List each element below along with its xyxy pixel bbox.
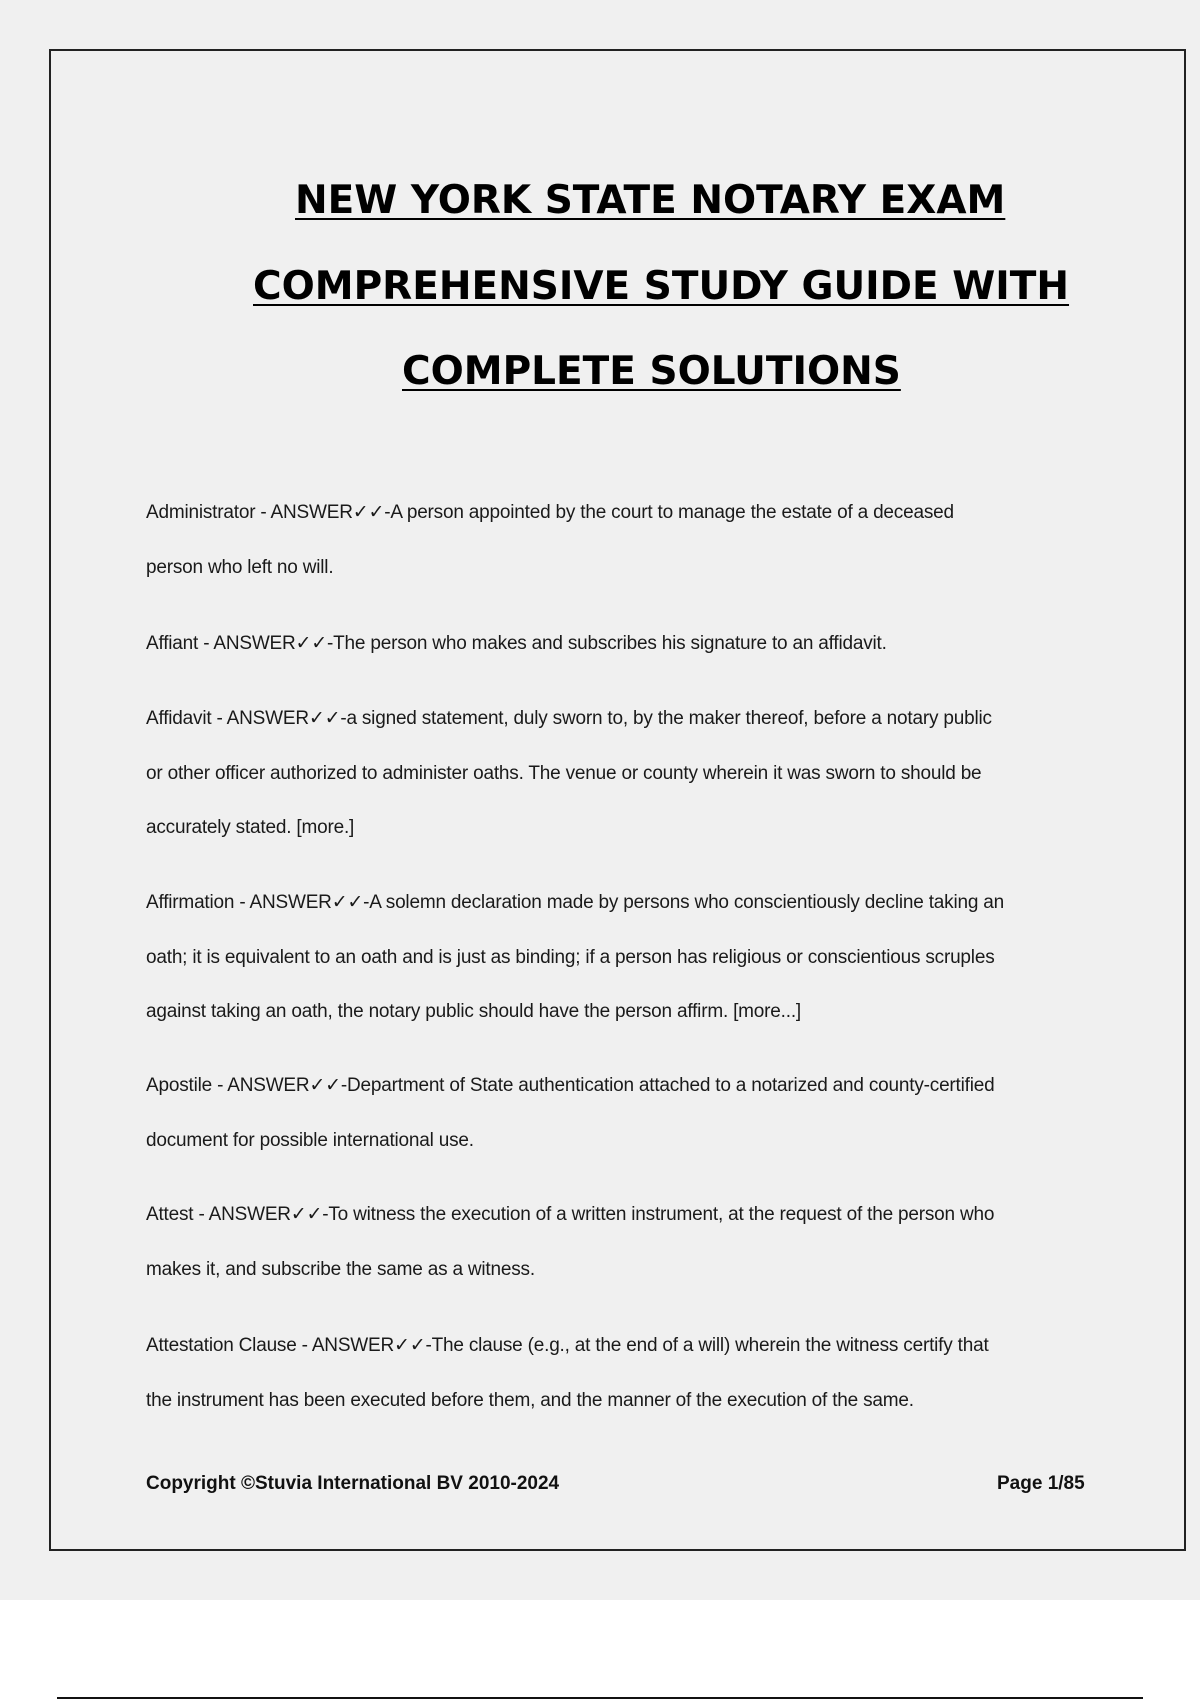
copyright-footer: Copyright ©Stuvia International BV 2010-2024 xyxy=(146,1473,560,1494)
entry-affidavit-line-3: accurately stated. [more.] xyxy=(146,817,355,838)
entry-apostile-line-1: Apostile - ANSWER✓✓-Department of State authentication attached to a notarized and county-certified xyxy=(146,1075,995,1096)
entry-affirmation-line-1: Affirmation - ANSWER✓✓-A solemn declaration made by persons who conscientiously decline taking an xyxy=(146,892,1005,913)
title-line-1: NEW YORK STATE NOTARY EXAM xyxy=(295,178,1006,223)
entry-administrator-line-2: person who left no will. xyxy=(146,557,334,578)
entry-affidavit-line-1: Affidavit - ANSWER✓✓-a signed statement, duly sworn to, by the maker thereof, before a notary public xyxy=(146,708,992,729)
entry-administrator-line-1: Administrator - ANSWER✓✓-A person appointed by the court to manage the estate of a deceased xyxy=(146,502,954,523)
entry-attestation-clause-line-2: the instrument has been executed before them, and the manner of the execution of the same. xyxy=(146,1390,914,1411)
document-page xyxy=(49,49,1186,1551)
entry-affiant-line-1: Affiant - ANSWER✓✓-The person who makes and subscribes his signature to an affidavit. xyxy=(146,633,887,654)
entry-attest-line-1: Attest - ANSWER✓✓-To witness the execution of a written instrument, at the request of the person who xyxy=(146,1204,995,1225)
entry-affidavit-line-2: or other officer authorized to administer oaths. The venue or county wherein it was sworn to should be xyxy=(146,763,982,784)
entry-attest-line-2: makes it, and subscribe the same as a witness. xyxy=(146,1259,535,1280)
entry-apostile-line-2: document for possible international use. xyxy=(146,1130,474,1151)
page-number: Page 1/85 xyxy=(997,1473,1085,1494)
title-line-3: COMPLETE SOLUTIONS xyxy=(402,349,901,394)
entry-affirmation-line-3: against taking an oath, the notary public should have the person affirm. [more...] xyxy=(146,1001,801,1022)
entry-attestation-clause-line-1: Attestation Clause - ANSWER✓✓-The clause (e.g., at the end of a will) wherein the witness certify that xyxy=(146,1335,989,1356)
entry-affirmation-line-2: oath; it is equivalent to an oath and is just as binding; if a person has religious or conscientious scruples xyxy=(146,947,995,968)
title-line-2: COMPREHENSIVE STUDY GUIDE WITH xyxy=(253,264,1070,309)
next-page-rule xyxy=(57,1697,1143,1699)
